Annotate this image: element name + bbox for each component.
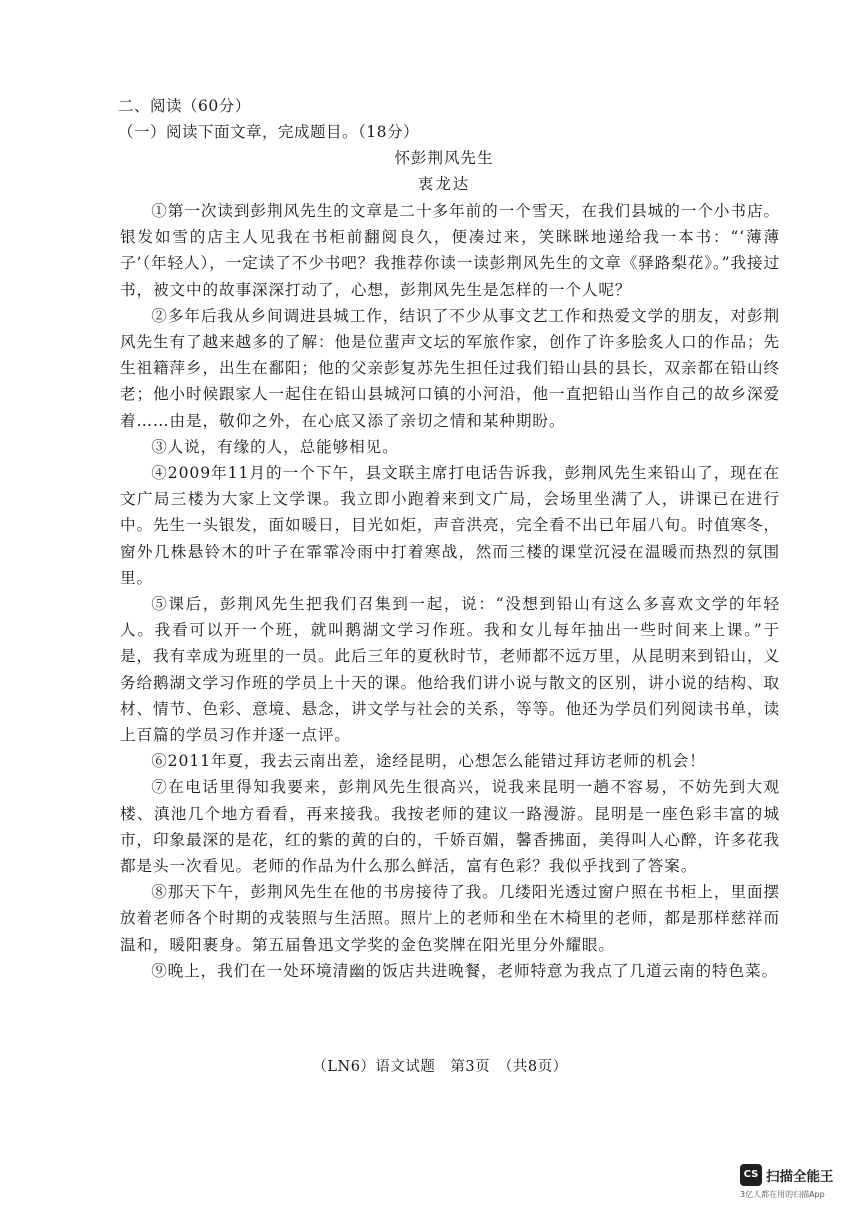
paragraph-2: ②多年后我从乡间调进县城工作，结识了不少从事文艺工作和热爱文学的朋友，对彭荆风先生有了越来越多的了解：他是位蜚声文坛的军旅作家，创作了许多脍炙人口的作品；先生祖籍萍乡，出生在鄱阳；他的父亲彭复苏先生担任过我们铅山县的县长，双亲都在铅山终老；他小时候跟家人一起住在铅山县城河口镇的小河沿，他一直把铅山当作自己的故乡深爱着……由是，敬仰之外，在心底又添了亲切之情和某种期盼。 (120, 306, 780, 430)
watermark-tagline: 3亿人都在用的扫描App (740, 1190, 825, 1199)
paragraph-4: ④2009年11月的一个下午，县文联主席打电话告诉我，彭荆风先生来铅山了，现在在文广局三楼为大家上文学课。我立即小跑着来到文广局，会场里坐满了人，讲课已在进行中。先生一头银发，面如暖日，目光如炬，声音洪亮，完全看不出已年届八旬。时值寒冬，窗外几株悬铃木的叶子在霏霏冷雨中打着寒战，然而三楼的课堂沉浸在温暖而热烈的氛围里。 (120, 464, 780, 587)
paragraph-9: ⑨晚上，我们在一处环境清幽的饭店共进晚餐，老师特意为我点了几道云南的特色菜。 (151, 961, 778, 980)
paragraph-7: ⑦在电话里得知我要来，彭荆风先生很高兴，说我来昆明一趟不容易，不妨先到大观楼、滇池几个地方看看，再来接我。我按老师的建议一路漫游。昆明是一座色彩丰富的城市，印象最深的是花，红的紫的黄的白的，千娇百媚，馨香拂面，美得叫人心醉，许多花我都是头一次看见。老师的作品为什么那么鲜活，富有色彩？我似乎找到了答案。 (120, 778, 780, 876)
scanner-watermark (740, 1164, 850, 1210)
page-footer: （LN6）语文试题 第3页 （共8页） (312, 1059, 568, 1075)
paragraph-3: ③人说，有缘的人，总能够相见。 (151, 437, 399, 456)
article-author: 衷龙达 (417, 175, 471, 193)
subsection-title: （一）阅读下面文章，完成题目。（18分） (118, 123, 419, 141)
article-body (120, 198, 780, 984)
paragraph-6: ⑥2011年夏，我去云南出差，途经昆明，心想怎么能错过拜访老师的机会！ (151, 752, 706, 771)
paragraph-1: ①第一次读到彭荆风先生的文章是二十多年前的一个雪天，在我们县城的一个小书店。银发如雪的店主人见我在书柜前翻阅良久，便凑过来，笑眯眯地递给我一本书：“‘薄薄子’（年轻人），一定读了不少书吧？我推荐你读一读彭荆风先生的文章《驿路梨花》。”我接过书，被文中的故事深深打动了，心想，彭荆风先生是怎样的一个人呢？ (120, 202, 780, 299)
camscanner-logo-icon: CS (740, 1164, 762, 1186)
paragraph-5: ⑤课后，彭荆风先生把我们召集到一起，说：“没想到铅山有这么多喜欢文学的年轻人。我看可以开一个班，就叫鹅湖文学习作班。我和女儿每年抽出一些时间来上课。”于是，我有幸成为班里的一员。此后三年的夏秋时节，老师都不远万里，从昆明来到铅山，义务给鹅湖文学习作班的学员上十天的课。他给我们讲小说与散文的区别，讲小说的结构、取材、情节、色彩、意境、悬念，讲文学与社会的关系，等等。他还为学员们列阅读书单，读上百篇的学员习作并逐一点评。 (120, 595, 780, 745)
article-title: 怀彭荆风先生 (394, 149, 494, 167)
watermark-app-name: 扫描全能王 (766, 1169, 834, 1185)
paragraph-8: ⑧那天下午，彭荆风先生在他的书房接待了我。几缕阳光透过窗户照在书柜上，里面摆放着老师各个时期的戎装照与生活照。照片上的老师和坐在木椅里的老师，都是那样慈祥而温和，暖阳裹身。第五届鲁迅文学奖的金色奖牌在阳光里分外耀眼。 (120, 883, 780, 954)
section-title: 二、阅读（60分） (118, 97, 251, 115)
